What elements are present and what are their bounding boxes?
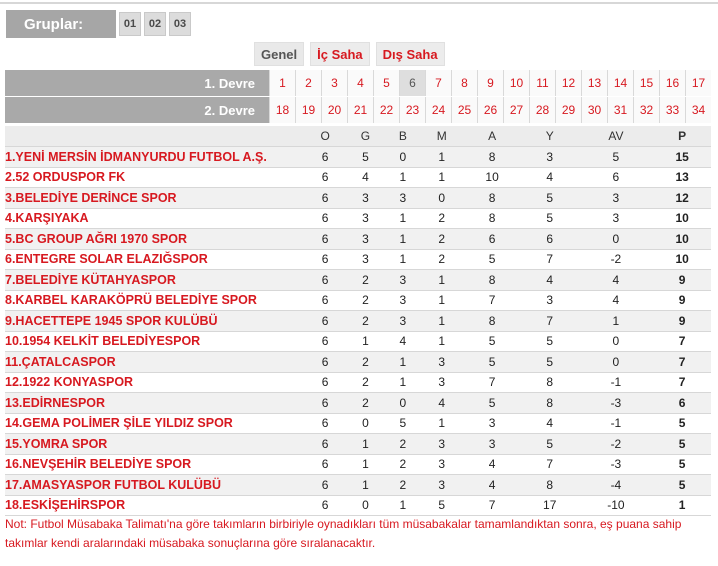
standings-body xyxy=(5,147,711,516)
cell-m: 3 xyxy=(438,375,446,390)
cell-g: 2 xyxy=(362,354,369,369)
cell-a: 8 xyxy=(488,272,496,287)
cell-av: 4 xyxy=(612,272,620,287)
team-link[interactable]: 16.NEVŞEHİR BELEDİYE SPOR xyxy=(5,457,192,472)
standings-table xyxy=(5,126,711,516)
cell-a: 5 xyxy=(488,354,496,369)
cell-g: 0 xyxy=(362,416,369,431)
cell-b: 3 xyxy=(399,293,407,308)
cell-m: 2 xyxy=(438,252,446,267)
round-3[interactable]: 3 xyxy=(321,70,347,96)
round-2[interactable]: 2 xyxy=(295,70,321,96)
cell-o: 6 xyxy=(321,252,329,267)
cell-y: 3 xyxy=(546,149,554,164)
team-link[interactable]: 1.YENİ MERSİN İDMANYURDU FUTBOL A.Ş. xyxy=(5,149,267,164)
cell-p: 9 xyxy=(678,313,686,328)
cell-b: 3 xyxy=(399,313,407,328)
cell-p: 10 xyxy=(675,211,689,226)
round-15[interactable]: 15 xyxy=(633,70,659,96)
cell-b: 2 xyxy=(399,477,407,492)
cell-g: 3 xyxy=(362,252,369,267)
round-23[interactable]: 23 xyxy=(399,97,425,123)
cell-g: 1 xyxy=(362,477,369,492)
cell-m: 1 xyxy=(438,313,446,328)
cell-y: 7 xyxy=(546,313,554,328)
team-link[interactable]: 7.BELEDİYE KÜTAHYASPOR xyxy=(5,272,176,287)
cell-a: 4 xyxy=(488,457,496,472)
cell-o: 6 xyxy=(321,190,329,205)
cell-av: -10 xyxy=(607,498,625,513)
cell-av: 0 xyxy=(612,231,620,246)
cell-b: 3 xyxy=(399,190,407,205)
cell-o: 6 xyxy=(321,149,329,164)
team-column-header xyxy=(5,126,305,147)
table-row xyxy=(5,475,711,496)
cell-g: 5 xyxy=(362,149,369,164)
cell-av: -1 xyxy=(610,375,622,390)
cell-a: 10 xyxy=(485,170,499,185)
cell-p: 7 xyxy=(678,334,686,349)
team-link[interactable]: 18.ESKİŞEHİRSPOR xyxy=(5,498,126,513)
round-7[interactable]: 7 xyxy=(425,70,451,96)
cell-g: 3 xyxy=(362,190,369,205)
cell-y: 5 xyxy=(546,436,554,451)
table-row xyxy=(5,454,711,475)
cell-y: 5 xyxy=(546,190,554,205)
group-button-02[interactable]: 02 xyxy=(144,12,166,36)
cell-p: 10 xyxy=(675,231,689,246)
cell-y: 17 xyxy=(543,498,557,513)
cell-y: 3 xyxy=(546,293,554,308)
round-12[interactable]: 12 xyxy=(555,70,581,96)
cell-o: 6 xyxy=(321,436,329,451)
table-row xyxy=(5,434,711,455)
round-25[interactable]: 25 xyxy=(451,97,477,123)
cell-p: 7 xyxy=(678,375,686,390)
cell-p: 10 xyxy=(675,252,689,267)
cell-b: 4 xyxy=(399,334,407,349)
cell-a: 8 xyxy=(488,190,496,205)
table-row xyxy=(5,393,711,414)
groups-label: Gruplar: xyxy=(6,10,116,38)
group-button-03[interactable]: 03 xyxy=(169,12,191,36)
cell-o: 6 xyxy=(321,477,329,492)
col-header-av: AV xyxy=(579,126,654,147)
cell-g: 2 xyxy=(362,395,369,410)
cell-b: 1 xyxy=(399,252,407,267)
round-11[interactable]: 11 xyxy=(529,70,555,96)
cell-av: 4 xyxy=(612,293,620,308)
cell-o: 6 xyxy=(321,170,329,185)
table-row xyxy=(5,229,711,250)
team-link[interactable]: 17.AMASYASPOR FUTBOL KULÜBÜ xyxy=(5,477,221,492)
second-half-rounds xyxy=(5,97,711,123)
cell-g: 3 xyxy=(362,211,369,226)
cell-g: 3 xyxy=(362,231,369,246)
cell-m: 1 xyxy=(438,416,446,431)
cell-p: 5 xyxy=(678,477,686,492)
cell-o: 6 xyxy=(321,375,329,390)
cell-m: 2 xyxy=(438,231,446,246)
table-row xyxy=(5,413,711,434)
round-9[interactable]: 9 xyxy=(477,70,503,96)
cell-b: 1 xyxy=(399,354,407,369)
standings-header-row xyxy=(5,126,711,147)
table-row xyxy=(5,167,711,188)
round-30[interactable]: 30 xyxy=(581,97,607,123)
table-row xyxy=(5,147,711,168)
cell-a: 3 xyxy=(488,416,496,431)
cell-a: 7 xyxy=(488,375,496,390)
cell-o: 6 xyxy=(321,231,329,246)
cell-p: 7 xyxy=(678,354,686,369)
cell-av: 0 xyxy=(612,354,620,369)
cell-p: 5 xyxy=(678,416,686,431)
cell-b: 3 xyxy=(399,272,407,287)
cell-av: -4 xyxy=(610,477,622,492)
round-20[interactable]: 20 xyxy=(321,97,347,123)
cell-a: 5 xyxy=(488,334,496,349)
table-row xyxy=(5,495,711,516)
round-21[interactable]: 21 xyxy=(347,97,373,123)
col-header-m: M xyxy=(420,126,463,147)
cell-m: 3 xyxy=(438,436,446,451)
tiebreak-note: Not: Futbol Müsabaka Talimatı'na göre takımların birbiriyle oynadıkları tüm müsabakalar tamamlandıktan sonra, eş puana sahip takımlar kendi aralarındaki müsabaka sonuçlarına göre sıralanacaktır. xyxy=(5,517,682,550)
cell-a: 7 xyxy=(488,498,496,513)
cell-y: 6 xyxy=(546,231,554,246)
cell-p: 5 xyxy=(678,436,686,451)
round-13[interactable]: 13 xyxy=(581,70,607,96)
cell-y: 8 xyxy=(546,395,554,410)
cell-p: 9 xyxy=(678,272,686,287)
round-22[interactable]: 22 xyxy=(373,97,399,123)
team-link[interactable]: 4.KARŞIYAKA xyxy=(5,211,89,226)
table-row xyxy=(5,249,711,270)
cell-y: 4 xyxy=(546,170,554,185)
cell-p: 15 xyxy=(675,149,689,164)
team-link[interactable]: 8.KARBEL KARAKÖPRÜ BELEDİYE SPOR xyxy=(5,293,257,308)
cell-g: 4 xyxy=(362,170,369,185)
cell-m: 1 xyxy=(438,149,446,164)
cell-m: 1 xyxy=(438,334,446,349)
cell-y: 8 xyxy=(546,477,554,492)
cell-m: 3 xyxy=(438,457,446,472)
team-link[interactable]: 9.HACETTEPE 1945 SPOR KULÜBÜ xyxy=(5,313,218,328)
cell-av: 1 xyxy=(612,313,620,328)
cell-g: 1 xyxy=(362,334,369,349)
cell-m: 0 xyxy=(438,190,446,205)
tab-genel[interactable]: Genel xyxy=(254,42,304,66)
cell-o: 6 xyxy=(321,211,329,226)
cell-m: 1 xyxy=(438,170,446,185)
cell-a: 4 xyxy=(488,477,496,492)
cell-y: 8 xyxy=(546,375,554,390)
cell-a: 5 xyxy=(488,395,496,410)
cell-p: 9 xyxy=(678,293,686,308)
cell-b: 1 xyxy=(399,211,407,226)
cell-av: -3 xyxy=(610,457,622,472)
cell-o: 6 xyxy=(321,498,329,513)
cell-av: 0 xyxy=(612,334,620,349)
cell-y: 4 xyxy=(546,416,554,431)
round-34[interactable]: 34 xyxy=(685,97,711,123)
cell-av: 6 xyxy=(612,170,620,185)
cell-o: 6 xyxy=(321,416,329,431)
cell-y: 7 xyxy=(546,252,554,267)
cell-y: 7 xyxy=(546,457,554,472)
round-17[interactable]: 17 xyxy=(685,70,711,96)
cell-a: 3 xyxy=(488,436,496,451)
team-link[interactable]: 11.ÇATALCASPOR xyxy=(5,354,116,369)
tab-ic-saha[interactable]: İç Saha xyxy=(310,42,370,66)
cell-b: 0 xyxy=(399,395,407,410)
cell-av: 3 xyxy=(612,211,620,226)
round-24[interactable]: 24 xyxy=(425,97,451,123)
cell-m: 3 xyxy=(438,354,446,369)
cell-g: 2 xyxy=(362,293,369,308)
view-tabs xyxy=(254,42,451,66)
table-row xyxy=(5,311,711,332)
team-link[interactable]: 3.BELEDİYE DERİNCE SPOR xyxy=(5,190,177,205)
cell-y: 5 xyxy=(546,354,554,369)
cell-o: 6 xyxy=(321,272,329,287)
cell-o: 6 xyxy=(321,395,329,410)
cell-g: 2 xyxy=(362,272,369,287)
cell-a: 8 xyxy=(488,149,496,164)
team-link[interactable]: 14.GEMA POLİMER ŞİLE YILDIZ SPOR xyxy=(5,416,233,431)
cell-b: 1 xyxy=(399,498,407,513)
group-button-01[interactable]: 01 xyxy=(119,12,141,36)
first-half-label: 1. Devre xyxy=(5,70,269,96)
cell-m: 1 xyxy=(438,293,446,308)
tab-dis-saha[interactable]: Dış Saha xyxy=(376,42,445,66)
cell-m: 5 xyxy=(438,498,446,513)
cell-g: 1 xyxy=(362,436,369,451)
cell-p: 12 xyxy=(675,190,689,205)
round-8[interactable]: 8 xyxy=(451,70,477,96)
table-row xyxy=(5,270,711,291)
cell-m: 3 xyxy=(438,477,446,492)
team-link[interactable]: 13.EDİRNESPOR xyxy=(5,395,106,410)
first-half-rounds xyxy=(5,70,711,96)
col-header-o: O xyxy=(305,126,345,147)
cell-b: 1 xyxy=(399,375,407,390)
team-link[interactable]: 12.1922 KONYASPOR xyxy=(5,375,134,390)
table-row xyxy=(5,331,711,352)
cell-b: 0 xyxy=(399,149,407,164)
cell-y: 5 xyxy=(546,211,554,226)
round-32[interactable]: 32 xyxy=(633,97,659,123)
team-link[interactable]: 5.BC GROUP AĞRI 1970 SPOR xyxy=(5,231,188,246)
table-row xyxy=(5,352,711,373)
cell-a: 7 xyxy=(488,293,496,308)
round-27[interactable]: 27 xyxy=(503,97,529,123)
round-33[interactable]: 33 xyxy=(659,97,685,123)
cell-av: -2 xyxy=(610,436,622,451)
round-28[interactable]: 28 xyxy=(529,97,555,123)
cell-p: 6 xyxy=(678,395,686,410)
cell-m: 1 xyxy=(438,272,446,287)
cell-m: 4 xyxy=(438,395,446,410)
cell-g: 2 xyxy=(362,375,369,390)
cell-av: 5 xyxy=(612,149,620,164)
team-link[interactable]: 15.YOMRA SPOR xyxy=(5,436,108,451)
round-29[interactable]: 29 xyxy=(555,97,581,123)
cell-b: 1 xyxy=(399,231,407,246)
cell-o: 6 xyxy=(321,354,329,369)
round-14[interactable]: 14 xyxy=(607,70,633,96)
round-5[interactable]: 5 xyxy=(373,70,399,96)
cell-av: -2 xyxy=(610,252,622,267)
cell-o: 6 xyxy=(321,334,329,349)
cell-y: 5 xyxy=(546,334,554,349)
round-6[interactable]: 6 xyxy=(399,70,425,96)
cell-y: 4 xyxy=(546,272,554,287)
cell-a: 8 xyxy=(488,211,496,226)
team-link[interactable]: 2.52 ORDUSPOR FK xyxy=(5,170,126,185)
round-16[interactable]: 16 xyxy=(659,70,685,96)
col-header-a: A xyxy=(463,126,521,147)
table-row xyxy=(5,208,711,229)
cell-av: -3 xyxy=(610,395,622,410)
team-link[interactable]: 6.ENTEGRE SOLAR ELAZIĞSPOR xyxy=(5,252,208,267)
second-half-label: 2. Devre xyxy=(5,97,269,123)
cell-g: 0 xyxy=(362,498,369,513)
round-10[interactable]: 10 xyxy=(503,70,529,96)
team-link[interactable]: 10.1954 KELKİT BELEDİYESPOR xyxy=(5,334,201,349)
cell-av: 3 xyxy=(612,190,620,205)
col-header-g: G xyxy=(345,126,385,147)
cell-a: 6 xyxy=(488,231,496,246)
groups-bar xyxy=(6,8,191,40)
col-header-p: P xyxy=(653,126,711,147)
table-row xyxy=(5,188,711,209)
cell-b: 5 xyxy=(399,416,407,431)
round-26[interactable]: 26 xyxy=(477,97,503,123)
round-31[interactable]: 31 xyxy=(607,97,633,123)
cell-b: 2 xyxy=(399,436,407,451)
round-4[interactable]: 4 xyxy=(347,70,373,96)
cell-g: 2 xyxy=(362,313,369,328)
cell-b: 2 xyxy=(399,457,407,472)
round-18[interactable]: 18 xyxy=(269,97,295,123)
cell-p: 5 xyxy=(678,457,686,472)
round-1[interactable]: 1 xyxy=(269,70,295,96)
cell-p: 1 xyxy=(678,498,686,513)
cell-p: 13 xyxy=(675,170,689,185)
cell-a: 8 xyxy=(488,313,496,328)
cell-o: 6 xyxy=(321,313,329,328)
cell-b: 1 xyxy=(399,170,407,185)
cell-a: 5 xyxy=(488,252,496,267)
top-divider xyxy=(0,2,718,4)
round-19[interactable]: 19 xyxy=(295,97,321,123)
col-header-b: B xyxy=(386,126,421,147)
col-header-y: Y xyxy=(521,126,579,147)
table-row xyxy=(5,290,711,311)
cell-o: 6 xyxy=(321,293,329,308)
cell-g: 1 xyxy=(362,457,369,472)
cell-m: 2 xyxy=(438,211,446,226)
table-row xyxy=(5,372,711,393)
cell-o: 6 xyxy=(321,457,329,472)
cell-av: -1 xyxy=(610,416,622,431)
